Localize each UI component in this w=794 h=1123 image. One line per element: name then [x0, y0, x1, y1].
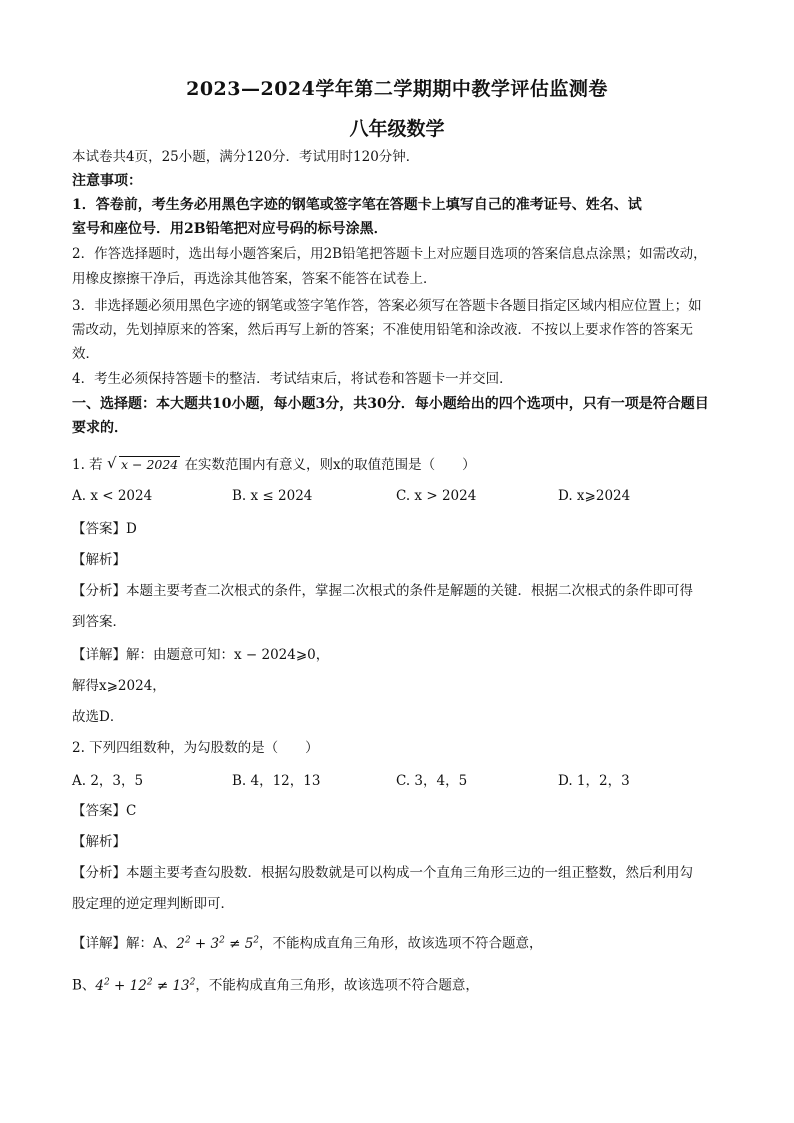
- option-c: C. 3，4，5: [396, 773, 468, 789]
- intro-text: 本试卷共4页，25小题，满分120分．考试用时120分钟．: [72, 149, 420, 165]
- option-b: B. x ≤ 2024: [232, 488, 313, 504]
- option-d: D. x⩾2024: [558, 488, 631, 504]
- detail-text: 故选D．: [72, 709, 124, 725]
- notice-line: 4．考生必须保持答题卡的整洁．考试结束后，将试卷和答题卡一并交回．: [72, 371, 513, 387]
- notice-line: 2．作答选择题时，选出每小题答案后，用2B铅笔把答题卡上对应题目选项的答案信息点涂黑；如需改动，: [72, 246, 707, 262]
- question-2-stem: 2. 下列四组数种，为勾股数的是（ ）: [72, 740, 319, 756]
- notice-line: 室号和座位号．用2B铅笔把对应号码的标号涂黑．: [72, 221, 388, 237]
- notice-heading: 注意事项：: [72, 173, 142, 189]
- notice-line: 需改动，先划掉原来的答案，然后再写上新的答案；不准使用铅笔和涂改液．不按以上要求作答的答案无: [72, 322, 693, 338]
- analysis-text: 到答案．: [72, 614, 126, 630]
- option-c: C. x > 2024: [396, 488, 477, 504]
- option-a: A. 2，3，5: [72, 773, 144, 789]
- analysis-text: 股定理的逆定理判断即可．: [72, 896, 234, 912]
- detail-text-a: 【详解】解：A、$2^2 + 3^2 \ne 5^2$，不能构成直角三角形，故该选项不符合题意，: [72, 935, 543, 952]
- sqrt-expression: √ x − 2024: [106, 454, 179, 472]
- page-title: 2023—2024学年第二学期期中教学评估监测卷: [186, 78, 608, 100]
- notice-line: 用橡皮擦擦干净后，再选涂其他答案，答案不能答在试卷上．: [72, 271, 437, 287]
- detail-text-b: B、$4^2 + 12^2 \ne 13^2$，不能构成直角三角形，故该选项不符合题意，: [72, 977, 479, 994]
- option-b: B. 4，12，13: [232, 773, 321, 789]
- notice-line: 1．答卷前，考生务必用黑色字迹的钢笔或签字笔在答题卡上填写自己的准考证号、姓名、试: [72, 197, 642, 213]
- answer-label: 【答案】C: [72, 803, 137, 819]
- analysis-text: 【分析】本题主要考查二次根式的条件，掌握二次根式的条件是解题的关键．根据二次根式的条件即可得: [72, 583, 693, 599]
- math-expression: $2^2 + 3^2 \ne 5^2$: [176, 935, 260, 952]
- answer-label: 【答案】D: [72, 521, 137, 537]
- notice-line: 效．: [72, 346, 99, 362]
- section-heading: 一、选择题：本大题共10小题，每小题3分，共30分．每小题给出的四个选项中，只有一项是符合题目: [72, 396, 709, 412]
- notice-line: 3．非选择题必须用黑色字迹的钢笔或签字笔作答，答案必须写在答题卡各题目指定区域内相应位置上；如: [72, 298, 702, 314]
- option-a: A. x < 2024: [72, 488, 153, 504]
- detail-text: 【详解】解：由题意可知：x − 2024⩾0，: [72, 647, 330, 663]
- detail-text: 解得x⩾2024，: [72, 678, 166, 694]
- section-heading: 要求的．: [72, 420, 128, 436]
- analysis-label: 【解析】: [72, 834, 126, 850]
- question-1-stem: 1. 若 √ x − 2024 在实数范围内有意义，则x的取值范围是（ ）: [72, 454, 476, 473]
- page-subtitle: 八年级数学: [349, 118, 445, 140]
- math-expression: $4^2 + 12^2 \ne 13^2$: [95, 977, 196, 994]
- option-d: D. 1，2，3: [558, 773, 630, 789]
- analysis-label: 【解析】: [72, 552, 126, 568]
- analysis-text: 【分析】本题主要考查勾股数．根据勾股数就是可以构成一个直角三角形三边的一组正整数，然后利用勾: [72, 865, 693, 881]
